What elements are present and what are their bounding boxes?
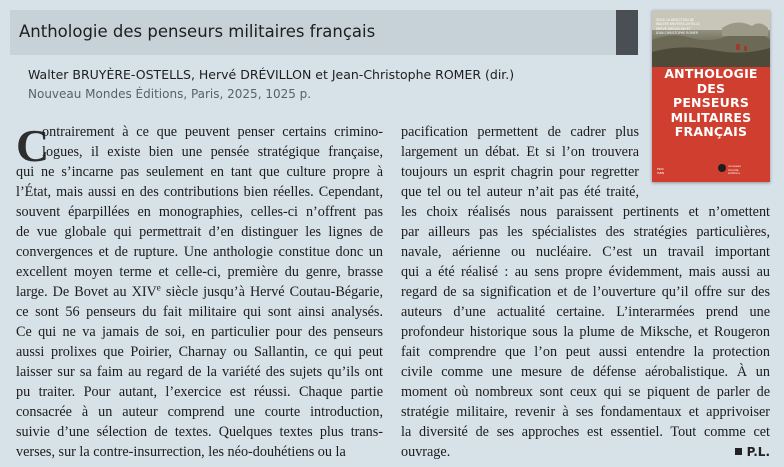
text-line: navale, aérienne ou nucléaire. C’est un travail important <box>401 244 770 260</box>
drop-cap: C <box>16 120 50 171</box>
text-line: regard de sa signification et de l’ouverture qu’il offre sur des <box>401 284 770 300</box>
article-column-left <box>16 122 383 462</box>
text-line: par ailleurs pas les spécialistes des stratégies particulières, <box>401 224 770 240</box>
cover-direction-text: SOUS LA DIRECTION DE WALTER BRUYÈRE-OSTELLS HERVÉ DRÉVILLON ET JEAN-CHRISTOPHE ROMER <box>656 18 700 35</box>
text-line: largement un débat. Et si l’on trouvera <box>401 144 639 160</box>
text-line: aussi prolixes que Poirier, Charnay ou Sallantin, ce qui peut <box>16 344 383 360</box>
text-line: toujours un esprit chagrin pour regretter <box>401 164 639 180</box>
text-line: ouvrage. <box>401 444 451 460</box>
review-section-title: Anthologie des penseurs militaires français <box>19 22 376 41</box>
text-line: verses, sur la contre-insurrection, les néo-douhétiens ou la <box>16 444 346 460</box>
square-bullet-icon <box>735 448 742 455</box>
text-line: moment où nombreux sont ceux qui se piquent de parler de <box>401 384 770 400</box>
text-line: l’État, mais aussi en des contributions bien réelles. Cependant, <box>16 184 383 200</box>
text-line: qui a été réalisé : au sens propre évidemment, mais aussi au <box>401 264 770 280</box>
text-line: stratégie militaire, revenir à ses fondamentaux et apprivoiser <box>401 404 770 420</box>
text-line: fait comprendre que l’on peut aussi entendre la protection <box>401 344 770 360</box>
book-publisher-info: Nouveau Mondes Éditions, Paris, 2025, 1025 p. <box>28 87 312 101</box>
text-line: Ce qui ne va jamais de soi, en particulier pour des penseurs <box>16 324 383 340</box>
text-line: souvent éparpillées en monographies, celles-ci n’offrent pas <box>16 204 383 220</box>
text-line: auteurs d’une actualité certaine. L’interarmées prend une <box>401 304 770 320</box>
text-line: que tel ou tel auteur n’ait pas été traité, <box>401 184 639 200</box>
text-line: excellent moyen terme et celle-ci, première du genre, brasse <box>16 264 383 280</box>
text-line: laisser sur sa faim au regard de la variété des sujets qu’ils ont <box>16 364 383 380</box>
text-line: pu traiter. Pour autant, l’exercice est réussi. Chaque partie <box>16 384 383 400</box>
text-line: suivie d’une sélection de textes. Quelques textes plus trans- <box>16 424 383 440</box>
article-column-right <box>401 122 770 462</box>
text-line: logues, il existe bien une pensée stratégique française, <box>42 144 383 160</box>
author-signature <box>735 445 770 459</box>
cover-publisher: nouveau monde éditions <box>728 164 741 176</box>
text-line: ce sont 56 penseurs du fait militaire qui sont ainsi analysés. <box>16 304 383 320</box>
text-line: large. De Bovet au XIVe siècle jusqu’à Hervé Coutau-Bégarie, <box>16 282 383 300</box>
header-accent-bar <box>616 10 638 55</box>
book-authors: Walter BRUYÈRE-OSTELLS, Hervé DRÉVILLON et Jean-Christophe ROMER (dir.) <box>28 67 515 82</box>
text-line: ontrairement à ce que peuvent penser certains crimino- <box>42 124 383 140</box>
cover-illustration <box>652 10 770 67</box>
text-line: les choix réalisés nous paraissent pertinents et n’omettent <box>401 204 770 220</box>
cover-title: ANTHOLOGIE DES PENSEURS MILITAIRES FRANÇAIS <box>664 66 758 139</box>
text-line: qui ne s’incarne pas seulement en tant que culture propre à <box>16 164 383 180</box>
text-line: profondeur historique sous la plume de Miksche, et Rougeron <box>401 324 770 340</box>
text-line: convergences et de rupture. Une anthologie constitue donc un <box>16 244 383 260</box>
cover-isbn: PRIX ISBN <box>657 167 665 175</box>
text-line: pacification permettent de cadrer plus <box>401 124 639 140</box>
text-line: la diversité de ses approches est essentiel. Tout comme cet <box>401 424 770 440</box>
text-line: de vue globale qui permettrait d’en distinguer les lignes de <box>16 224 383 240</box>
signature-initials: P.L. <box>746 445 770 459</box>
text-line: consacrée à un auteur comprend une courte introduction, <box>16 404 383 420</box>
text-line: civile comme une mesure de défense aérobalistique. À un <box>401 364 770 380</box>
